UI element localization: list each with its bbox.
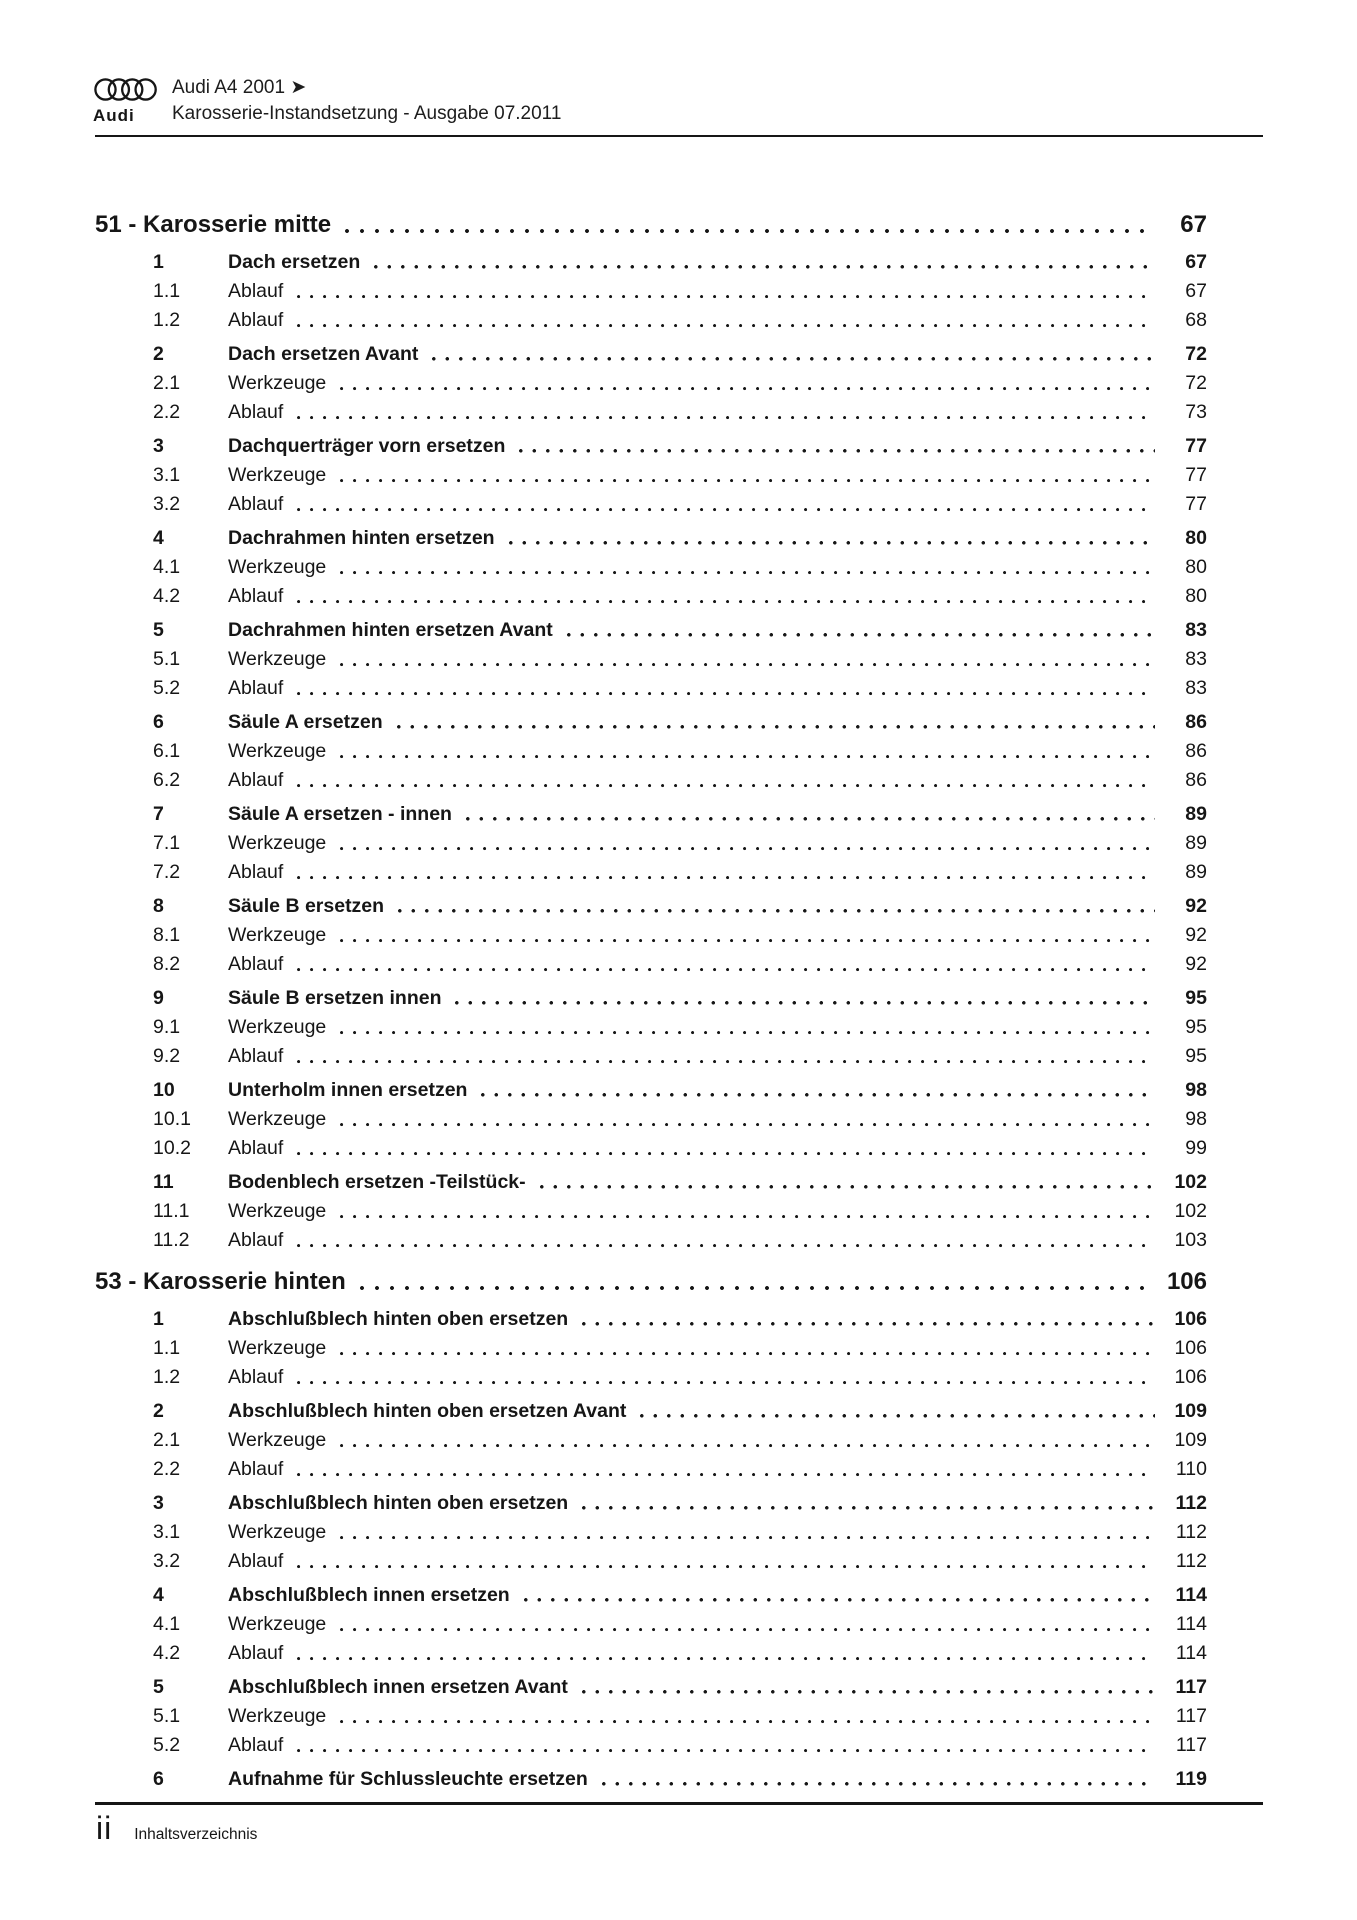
entry-number: 4	[153, 1584, 164, 1606]
entry-title: Ablauf	[228, 493, 284, 515]
dot-leader	[340, 1518, 1155, 1547]
toc-row	[95, 1334, 1207, 1363]
footer	[96, 1810, 257, 1846]
dot-leader	[297, 766, 1155, 795]
toc-row	[95, 340, 1207, 369]
section-heading	[95, 1267, 1207, 1297]
entry-page-number: 77	[1185, 464, 1207, 486]
entry-title: Ablauf	[228, 1045, 284, 1067]
entry-title: Abschlußblech hinten oben ersetzen Avant	[228, 1400, 627, 1422]
toc-row	[95, 1639, 1207, 1668]
entry-page-number: 117	[1175, 1676, 1207, 1698]
toc-row	[95, 1765, 1207, 1794]
toc-row	[95, 674, 1207, 703]
entry-title: Ablauf	[228, 585, 284, 607]
toc-row	[95, 369, 1207, 398]
entry-page-number: 102	[1174, 1200, 1207, 1222]
dot-leader	[297, 1455, 1155, 1484]
entry-title: Abschlußblech hinten oben ersetzen	[228, 1308, 569, 1330]
entry-page-number: 119	[1175, 1768, 1207, 1790]
toc-row	[95, 1702, 1207, 1731]
entry-title: Werkzeuge	[228, 1200, 327, 1222]
toc-row	[95, 1397, 1207, 1426]
toc-row	[95, 1305, 1207, 1334]
toc-row	[95, 490, 1207, 519]
entry-number: 1.1	[153, 1337, 181, 1359]
entry-page-number: 95	[1185, 1045, 1207, 1067]
dot-leader	[567, 616, 1155, 645]
toc-row	[95, 398, 1207, 427]
entry-number: 2.1	[153, 1429, 181, 1451]
dot-leader	[297, 1731, 1155, 1760]
entry-page-number: 92	[1185, 895, 1207, 917]
dot-leader	[297, 1363, 1155, 1392]
audi-rings-icon	[93, 76, 159, 103]
toc-row	[95, 616, 1207, 645]
entry-page-number: 99	[1185, 1137, 1207, 1159]
entry-number: 4.1	[153, 1613, 181, 1635]
dot-leader	[340, 921, 1155, 950]
entry-page-number: 80	[1185, 556, 1207, 578]
entry-title: Werkzeuge	[228, 740, 327, 762]
dot-leader	[340, 1426, 1155, 1455]
toc-row	[95, 1013, 1207, 1042]
dot-leader	[481, 1076, 1155, 1105]
section-page-number: 67	[1180, 211, 1207, 238]
entry-title: Ablauf	[228, 309, 284, 331]
entry-page-number: 67	[1185, 251, 1207, 273]
entry-title: Ablauf	[228, 401, 284, 423]
entry-page-number: 114	[1175, 1642, 1207, 1664]
toc-row	[95, 277, 1207, 306]
toc-row	[95, 1134, 1207, 1163]
entry-title: Säule B ersetzen innen	[228, 987, 442, 1009]
entry-number: 1.1	[153, 280, 181, 302]
toc-row	[95, 1426, 1207, 1455]
entry-number: 3.1	[153, 1521, 181, 1543]
dot-leader	[360, 1267, 1149, 1297]
entry-number: 5	[153, 619, 164, 641]
entry-number: 10.1	[153, 1108, 191, 1130]
entry-page-number: 106	[1174, 1337, 1207, 1359]
entry-number: 5.1	[153, 1705, 181, 1727]
entry-page-number: 109	[1174, 1429, 1207, 1451]
entry-title: Ablauf	[228, 1642, 284, 1664]
entry-page-number: 103	[1174, 1229, 1207, 1251]
entry-page-number: 67	[1185, 280, 1207, 302]
toc	[95, 210, 1207, 1794]
toc-row	[95, 950, 1207, 979]
dot-leader	[297, 674, 1155, 703]
entry-title: Werkzeuge	[228, 1016, 327, 1038]
entry-number: 8	[153, 895, 164, 917]
toc-row	[95, 892, 1207, 921]
entry-page-number: 117	[1175, 1734, 1207, 1756]
entry-number: 8.2	[153, 953, 181, 975]
entry-page-number: 114	[1175, 1613, 1207, 1635]
entry-title: Werkzeuge	[228, 648, 327, 670]
entry-title: Ablauf	[228, 953, 284, 975]
toc-row	[95, 1197, 1207, 1226]
toc-row	[95, 432, 1207, 461]
entry-number: 4	[153, 527, 164, 549]
toc-row	[95, 1610, 1207, 1639]
dot-leader	[582, 1673, 1155, 1702]
dot-leader	[340, 737, 1155, 766]
dot-leader	[297, 1042, 1155, 1071]
dot-leader	[340, 369, 1155, 398]
entry-number: 6	[153, 711, 164, 733]
dot-leader	[432, 340, 1155, 369]
dot-leader	[519, 432, 1155, 461]
toc-row	[95, 921, 1207, 950]
entry-page-number: 86	[1185, 769, 1207, 791]
toc-row	[95, 829, 1207, 858]
entry-page-number: 77	[1185, 435, 1207, 457]
entry-page-number: 106	[1174, 1366, 1207, 1388]
entry-page-number: 98	[1185, 1108, 1207, 1130]
dot-leader	[297, 858, 1155, 887]
entry-page-number: 83	[1185, 648, 1207, 670]
entry-number: 3	[153, 435, 164, 457]
entry-page-number: 89	[1185, 803, 1207, 825]
dot-leader	[640, 1397, 1155, 1426]
entry-page-number: 72	[1185, 343, 1207, 365]
entry-page-number: 83	[1185, 677, 1207, 699]
entry-page-number: 89	[1185, 861, 1207, 883]
toc-row	[95, 1363, 1207, 1392]
entry-page-number: 77	[1185, 493, 1207, 515]
toc-row	[95, 858, 1207, 887]
entry-title: Abschlußblech innen ersetzen Avant	[228, 1676, 568, 1698]
toc-row	[95, 306, 1207, 335]
entry-number: 3.2	[153, 1550, 181, 1572]
entry-number: 10.2	[153, 1137, 191, 1159]
toc-row	[95, 766, 1207, 795]
entry-number: 1	[153, 1308, 164, 1330]
dot-leader	[340, 461, 1155, 490]
entry-title: Ablauf	[228, 1734, 284, 1756]
dot-leader	[340, 553, 1155, 582]
entry-number: 11.1	[153, 1200, 190, 1222]
toc-row	[95, 582, 1207, 611]
entry-number: 9.2	[153, 1045, 181, 1067]
entry-page-number: 98	[1185, 1079, 1207, 1101]
entry-title: Werkzeuge	[228, 372, 327, 394]
entry-title: Ablauf	[228, 1137, 284, 1159]
entry-number: 5	[153, 1676, 164, 1698]
entry-number: 3	[153, 1492, 164, 1514]
entry-number: 2	[153, 343, 164, 365]
entry-title: Werkzeuge	[228, 1429, 327, 1451]
entry-number: 11.2	[153, 1229, 190, 1251]
header-manual-title-line: Karosserie-Instandsetzung - Ausgabe 07.2011	[172, 103, 562, 124]
entry-number: 7.2	[153, 861, 181, 883]
dot-leader	[374, 248, 1155, 277]
section-heading	[95, 210, 1207, 240]
entry-page-number: 68	[1185, 309, 1207, 331]
toc-row	[95, 248, 1207, 277]
dot-leader	[297, 277, 1155, 306]
toc-row	[95, 1731, 1207, 1760]
entry-number: 6	[153, 1768, 164, 1790]
entry-title: Aufnahme für Schlussleuchte ersetzen	[228, 1768, 588, 1790]
entry-title: Ablauf	[228, 1229, 284, 1251]
entry-page-number: 80	[1185, 585, 1207, 607]
dot-leader	[582, 1305, 1155, 1334]
entry-title: Dach ersetzen	[228, 251, 361, 273]
toc-row	[95, 1455, 1207, 1484]
dot-leader	[340, 1610, 1155, 1639]
entry-number: 1	[153, 251, 164, 273]
header-model-line: Audi A4 2001 ➤	[172, 77, 307, 98]
entry-number: 7	[153, 803, 164, 825]
entry-page-number: 86	[1185, 740, 1207, 762]
section-title: 51 - Karosserie mitte	[95, 211, 332, 238]
entry-page-number: 83	[1185, 619, 1207, 641]
dot-leader	[297, 1547, 1155, 1576]
entry-number: 10	[153, 1079, 175, 1101]
entry-title: Säule B ersetzen	[228, 895, 385, 917]
header-divider	[95, 135, 1263, 137]
entry-number: 5.1	[153, 648, 181, 670]
section-title: 53 - Karosserie hinten	[95, 1268, 346, 1295]
dot-leader	[340, 1013, 1155, 1042]
dot-leader	[297, 398, 1155, 427]
entry-page-number: 92	[1185, 953, 1207, 975]
section-page-number: 106	[1166, 1268, 1207, 1295]
entry-title: Ablauf	[228, 861, 284, 883]
entry-title: Unterholm innen ersetzen	[228, 1079, 468, 1101]
entry-title: Werkzeuge	[228, 1613, 327, 1635]
dot-leader	[398, 892, 1155, 921]
entry-title: Dach ersetzen Avant	[228, 343, 419, 365]
toc-row	[95, 1581, 1207, 1610]
toc-row	[95, 1489, 1207, 1518]
entry-number: 3.2	[153, 493, 181, 515]
dot-leader	[297, 582, 1155, 611]
entry-number: 4.1	[153, 556, 181, 578]
entry-page-number: 72	[1185, 372, 1207, 394]
entry-title: Ablauf	[228, 1366, 284, 1388]
footer-page-number: ii	[96, 1810, 113, 1846]
entry-page-number: 109	[1174, 1400, 1207, 1422]
dot-leader	[455, 984, 1155, 1013]
toc-row	[95, 984, 1207, 1013]
toc-row	[95, 461, 1207, 490]
entry-title: Werkzeuge	[228, 832, 327, 854]
entry-page-number: 112	[1175, 1550, 1207, 1572]
entry-number: 4.2	[153, 585, 181, 607]
toc-row	[95, 1673, 1207, 1702]
toc-row	[95, 800, 1207, 829]
entry-title: Werkzeuge	[228, 556, 327, 578]
dot-leader	[509, 524, 1155, 553]
entry-number: 7.1	[153, 832, 181, 854]
toc-row	[95, 1076, 1207, 1105]
toc-row	[95, 524, 1207, 553]
entry-page-number: 80	[1185, 527, 1207, 549]
dot-leader	[582, 1489, 1155, 1518]
entry-title: Dachrahmen hinten ersetzen	[228, 527, 495, 549]
entry-title: Werkzeuge	[228, 1521, 327, 1543]
entry-title: Ablauf	[228, 1550, 284, 1572]
audi-wordmark: Audi	[93, 106, 135, 125]
dot-leader	[397, 708, 1155, 737]
dot-leader	[345, 210, 1149, 240]
toc-row	[95, 645, 1207, 674]
entry-page-number: 73	[1185, 401, 1207, 423]
dot-leader	[297, 950, 1155, 979]
dot-leader	[340, 1702, 1155, 1731]
toc-row	[95, 1042, 1207, 1071]
dot-leader	[524, 1581, 1155, 1610]
entry-title: Werkzeuge	[228, 1337, 327, 1359]
entry-title: Abschlußblech innen ersetzen	[228, 1584, 510, 1606]
entry-title: Werkzeuge	[228, 1108, 327, 1130]
entry-number: 5.2	[153, 677, 181, 699]
entry-page-number: 110	[1175, 1458, 1207, 1480]
dot-leader	[540, 1168, 1155, 1197]
entry-number: 6.1	[153, 740, 181, 762]
entry-number: 6.2	[153, 769, 181, 791]
toc-row	[95, 1168, 1207, 1197]
entry-number: 2.2	[153, 1458, 181, 1480]
entry-title: Ablauf	[228, 280, 284, 302]
dot-leader	[297, 1639, 1155, 1668]
entry-number: 4.2	[153, 1642, 181, 1664]
dot-leader	[340, 829, 1155, 858]
entry-page-number: 112	[1175, 1521, 1207, 1543]
entry-number: 9	[153, 987, 164, 1009]
entry-number: 1.2	[153, 309, 181, 331]
dot-leader	[466, 800, 1155, 829]
entry-number: 1.2	[153, 1366, 181, 1388]
dot-leader	[297, 1226, 1155, 1255]
toc-row	[95, 553, 1207, 582]
toc-row	[95, 1547, 1207, 1576]
toc-row	[95, 737, 1207, 766]
entry-title: Dachquerträger vorn ersetzen	[228, 435, 506, 457]
dot-leader	[340, 1334, 1155, 1363]
dot-leader	[602, 1765, 1155, 1794]
entry-number: 8.1	[153, 924, 181, 946]
entry-page-number: 89	[1185, 832, 1207, 854]
entry-number: 5.2	[153, 1734, 181, 1756]
entry-page-number: 117	[1175, 1705, 1207, 1727]
entry-title: Werkzeuge	[228, 464, 327, 486]
dot-leader	[340, 1197, 1155, 1226]
entry-title: Bodenblech ersetzen -Teilstück-	[228, 1171, 526, 1193]
footer-label: Inhaltsverzeichnis	[134, 1826, 258, 1843]
entry-number: 3.1	[153, 464, 181, 486]
entry-title: Ablauf	[228, 1458, 284, 1480]
entry-page-number: 106	[1174, 1308, 1207, 1330]
toc-row	[95, 1226, 1207, 1255]
toc-row	[95, 1105, 1207, 1134]
entry-number: 11	[153, 1171, 174, 1193]
entry-page-number: 114	[1175, 1584, 1207, 1606]
toc-row	[95, 708, 1207, 737]
entry-page-number: 112	[1175, 1492, 1207, 1514]
entry-title: Abschlußblech hinten oben ersetzen	[228, 1492, 569, 1514]
entry-number: 2.2	[153, 401, 181, 423]
entry-number: 2.1	[153, 372, 181, 394]
entry-number: 9.1	[153, 1016, 181, 1038]
entry-title: Dachrahmen hinten ersetzen Avant	[228, 619, 553, 641]
entry-title: Ablauf	[228, 677, 284, 699]
entry-page-number: 95	[1185, 987, 1207, 1009]
header	[172, 75, 561, 127]
entry-title: Ablauf	[228, 769, 284, 791]
entry-page-number: 102	[1174, 1171, 1207, 1193]
dot-leader	[340, 645, 1155, 674]
entry-title: Säule A ersetzen - innen	[228, 803, 452, 825]
entry-title: Werkzeuge	[228, 1705, 327, 1727]
entry-page-number: 92	[1185, 924, 1207, 946]
entry-page-number: 86	[1185, 711, 1207, 733]
dot-leader	[297, 490, 1155, 519]
entry-number: 2	[153, 1400, 164, 1422]
dot-leader	[297, 306, 1155, 335]
entry-title: Werkzeuge	[228, 924, 327, 946]
audi-logo	[93, 76, 159, 126]
toc-row	[95, 1518, 1207, 1547]
dot-leader	[340, 1105, 1155, 1134]
footer-divider	[95, 1802, 1263, 1805]
entry-page-number: 95	[1185, 1016, 1207, 1038]
dot-leader	[297, 1134, 1155, 1163]
entry-title: Säule A ersetzen	[228, 711, 383, 733]
